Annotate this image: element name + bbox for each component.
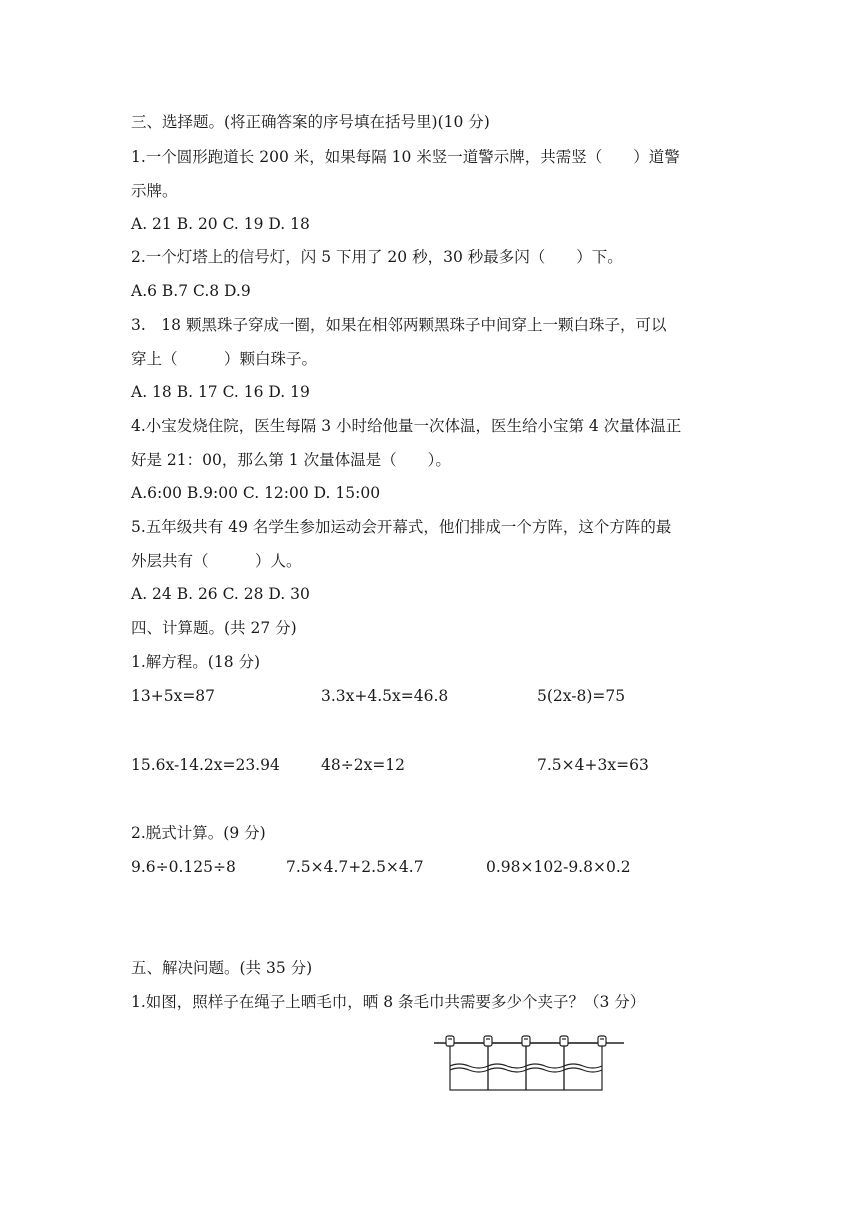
clip-1 [446, 1036, 454, 1046]
question-3-text: 3. 18 颗黑珠子穿成一圈，如果在相邻两颗黑珠子中间穿上一颗白珠子，可以 [131, 316, 667, 334]
calculation-1: 9.6÷0.125÷8 [131, 858, 236, 876]
clip-2 [484, 1036, 492, 1046]
question-3-options: A. 18 B. 17 C. 16 D. 19 [131, 383, 310, 401]
question-1-text-cont: 示牌。 [131, 182, 178, 200]
towels-on-rope-figure [432, 1032, 632, 1094]
section-4-heading: 四、计算题。(共 27 分) [131, 619, 297, 637]
calculation-heading: 2.脱式计算。(9 分) [131, 824, 266, 842]
question-5-text-cont: 外层共有（ ）人。 [131, 552, 302, 570]
question-1-text: 1.一个圆形跑道长 200 米，如果每隔 10 米竖一道警示牌，共需竖（ ）道警 [131, 148, 680, 166]
towel-4 [564, 1043, 602, 1090]
question-5-text: 5.五年级共有 49 名学生参加运动会开幕式，他们排成一个方阵，这个方阵的最 [131, 518, 672, 536]
question-4-text-cont: 好是 21：00，那么第 1 次量体温是（ ）。 [131, 451, 451, 469]
calculation-3: 0.98×102-9.8×0.2 [486, 858, 631, 876]
question-3-text-cont: 穿上（ ）颗白珠子。 [131, 350, 318, 368]
towel-2 [488, 1043, 526, 1090]
question-4-text: 4.小宝发烧住院，医生每隔 3 小时给他量一次体温，医生给小宝第 4 次量体温正 [131, 417, 682, 435]
calculation-2: 7.5×4.7+2.5×4.7 [286, 858, 424, 876]
section-3-heading: 三、选择题。(将正确答案的序号填在括号里)(10 分) [131, 113, 490, 131]
towel-3 [526, 1043, 564, 1090]
equation-4: 15.6x-14.2x=23.94 [131, 756, 280, 774]
clip-3 [522, 1036, 530, 1046]
equation-5: 48÷2x=12 [321, 756, 406, 774]
section-5-heading: 五、解决问题。(共 35 分) [131, 959, 313, 977]
question-5-options: A. 24 B. 26 C. 28 D. 30 [131, 585, 310, 603]
problem-1-text: 1.如图，照样子在绳子上晒毛巾，晒 8 条毛巾共需要多少个夹子？（3 分） [131, 993, 646, 1011]
equations-heading: 1.解方程。(18 分) [131, 653, 261, 671]
equation-1: 13+5x=87 [131, 687, 216, 705]
clip-4 [560, 1036, 568, 1046]
towel-1 [450, 1043, 488, 1090]
question-4-options: A.6:00 B.9:00 C. 12:00 D. 15:00 [131, 484, 381, 502]
equation-2: 3.3x+4.5x=46.8 [321, 687, 449, 705]
equation-3: 5(2x-8)=75 [537, 687, 626, 705]
question-1-options: A. 21 B. 20 C. 19 D. 18 [131, 215, 310, 233]
question-2-options: A.6 B.7 C.8 D.9 [131, 282, 251, 300]
equation-6: 7.5×4+3x=63 [537, 756, 649, 774]
clip-5 [598, 1036, 606, 1046]
question-2-text: 2.一个灯塔上的信号灯，闪 5 下用了 20 秒，30 秒最多闪（ ）下。 [131, 248, 623, 266]
